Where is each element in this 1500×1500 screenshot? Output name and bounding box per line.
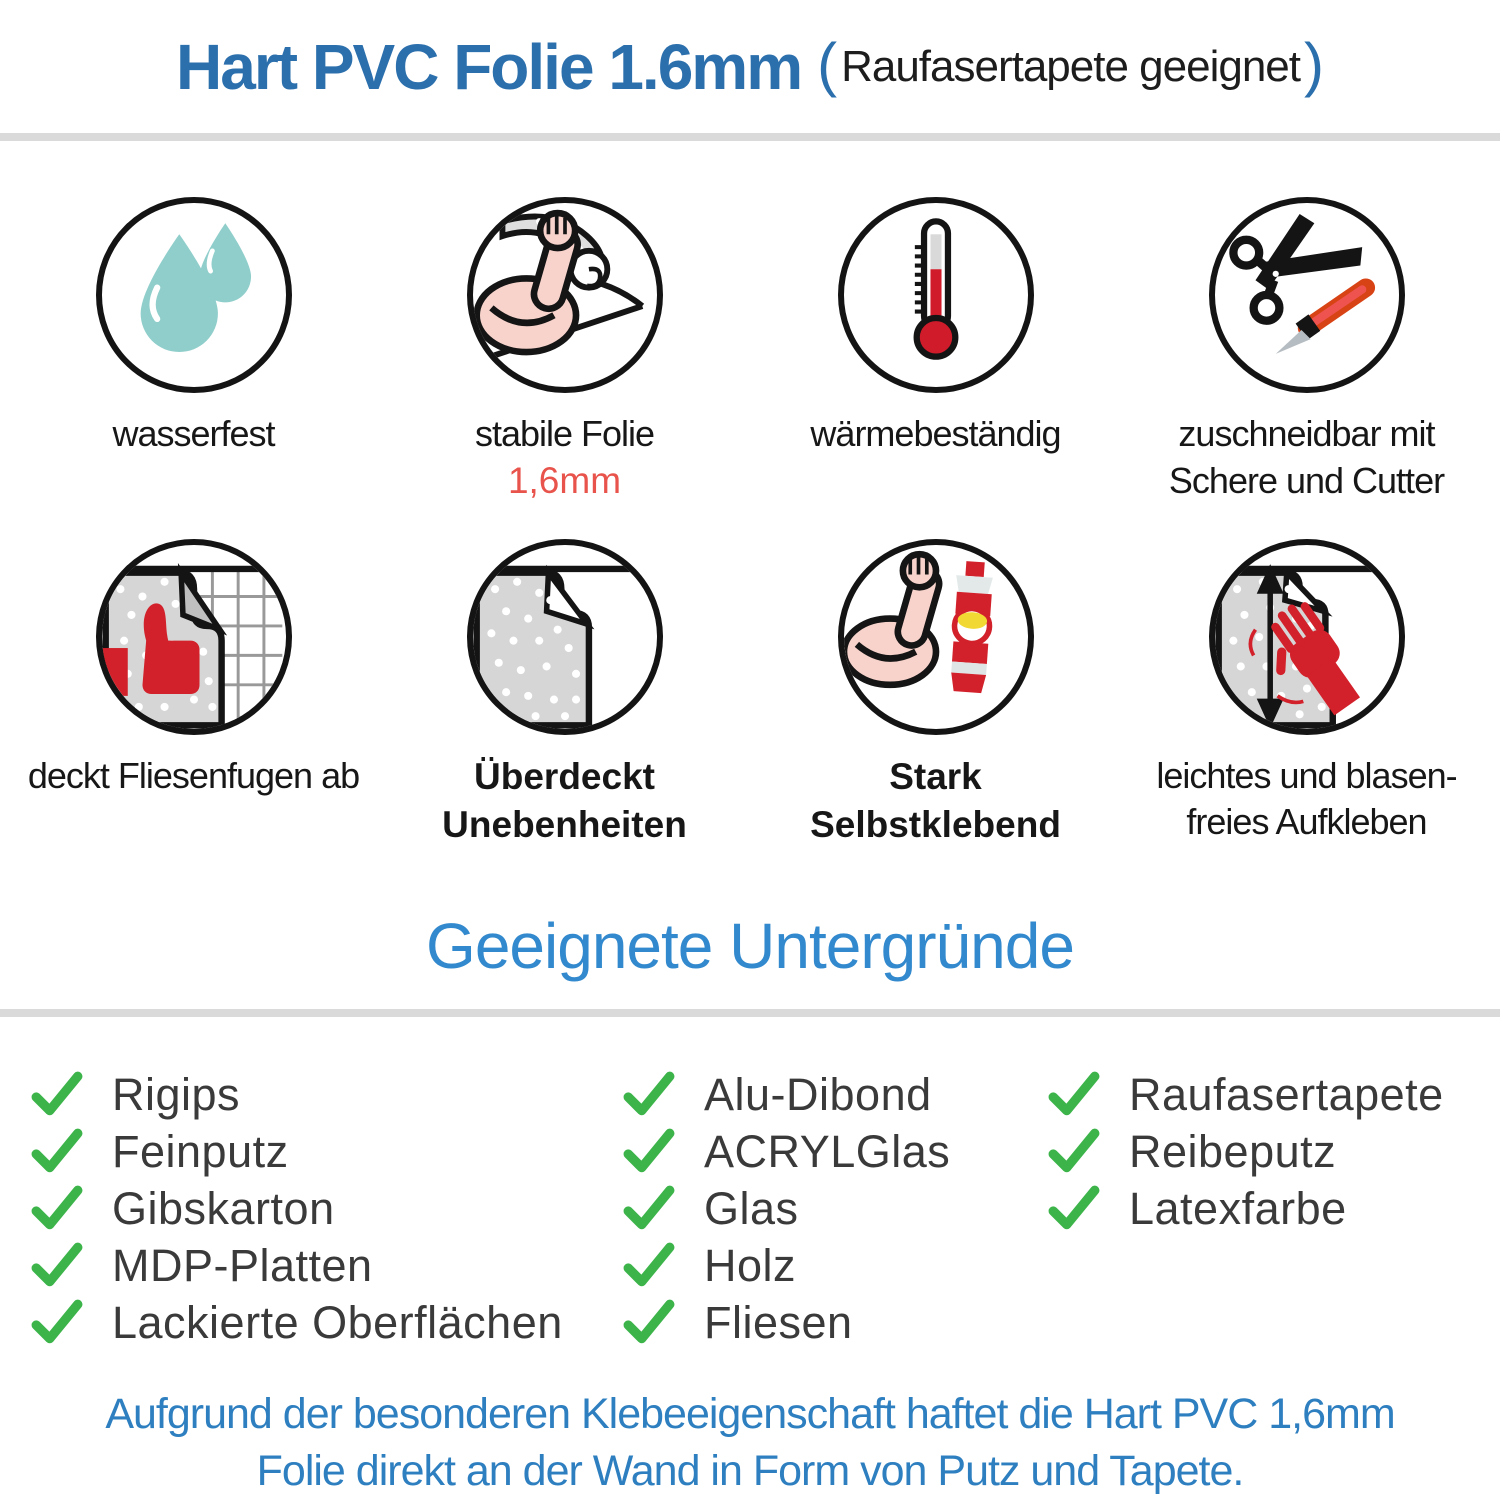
checkmark-icon bbox=[30, 1182, 84, 1236]
checkmark-icon bbox=[1047, 1068, 1101, 1122]
thumb-up-tiles-icon bbox=[96, 539, 292, 735]
feature-grid bbox=[0, 197, 1500, 849]
checkmark-icon bbox=[622, 1125, 676, 1179]
section-title: Geeignete Untergründe bbox=[426, 909, 1074, 982]
substrate-label: Lackierte Oberflächen bbox=[112, 1297, 563, 1349]
checkmark-icon bbox=[1047, 1125, 1101, 1179]
checkmark-icon bbox=[30, 1125, 84, 1179]
checkmark-icon bbox=[30, 1068, 84, 1122]
substrate-label: MDP-Platten bbox=[112, 1240, 373, 1292]
feature-stark-selbstklebend bbox=[750, 539, 1121, 849]
feature-label: zuschneidbar mit Schere und Cutter bbox=[1168, 413, 1445, 501]
checkmark-icon bbox=[622, 1182, 676, 1236]
feature-leichtes-aufkleben bbox=[1121, 539, 1492, 849]
list-item bbox=[30, 1067, 622, 1124]
substrate-column-2 bbox=[622, 1067, 1047, 1352]
feature-waermebestaendig bbox=[750, 197, 1121, 505]
footer-note bbox=[0, 1386, 1500, 1500]
footer-line-2: Folie direkt an der Wand in Form von Putz und Tapete. bbox=[256, 1446, 1244, 1495]
header bbox=[0, 0, 1500, 133]
checkmark-icon bbox=[30, 1239, 84, 1293]
list-item bbox=[1047, 1067, 1500, 1124]
list-item bbox=[30, 1238, 622, 1295]
substrate-label: Holz bbox=[704, 1240, 797, 1292]
feature-label: deckt Fliesenfugen ab bbox=[27, 754, 360, 796]
feature-stabile-folie bbox=[379, 197, 750, 505]
section-divider bbox=[0, 1009, 1500, 1017]
feature-ueberdeckt-unebenheiten bbox=[379, 539, 750, 849]
list-item bbox=[30, 1295, 622, 1352]
substrate-column-3 bbox=[1047, 1067, 1500, 1352]
title-subtitle: Raufasertapete geeignet bbox=[841, 41, 1300, 91]
footer-line-1: Aufgrund der besonderen Klebeeigenschaft haftet die Hart PVC 1,6mm bbox=[105, 1389, 1395, 1438]
checkmark-icon bbox=[1047, 1182, 1101, 1236]
substrate-label: ACRYLGlas bbox=[704, 1126, 951, 1178]
substrate-label: Gibskarton bbox=[112, 1183, 335, 1235]
title-paren-open: ( bbox=[817, 30, 838, 98]
substrate-label: Latexfarbe bbox=[1129, 1183, 1347, 1235]
substrate-label: Alu-Dibond bbox=[704, 1069, 932, 1121]
list-item bbox=[622, 1124, 1047, 1181]
title-paren-close: ) bbox=[1304, 30, 1324, 98]
feature-label: wärmebeständig bbox=[810, 413, 1061, 454]
page-title: Hart PVC Folie 1.6mm bbox=[176, 30, 802, 103]
substrate-column-1 bbox=[30, 1067, 622, 1352]
checkmark-icon bbox=[30, 1296, 84, 1350]
substrate-label: Reibeputz bbox=[1129, 1126, 1337, 1178]
feature-label: leichtes und blasen- freies Aufkleben bbox=[1156, 754, 1457, 843]
scissors-cutter-icon bbox=[1209, 197, 1405, 393]
substrate-label: Raufasertapete bbox=[1129, 1069, 1444, 1121]
checkmark-icon bbox=[622, 1239, 676, 1293]
muscle-glue-tube-icon bbox=[838, 539, 1034, 735]
feature-label: wasserfest bbox=[112, 413, 275, 454]
hand-smoothing-icon bbox=[1209, 539, 1405, 735]
substrate-label: Rigips bbox=[112, 1069, 241, 1121]
feature-label: stabile Folie bbox=[474, 413, 655, 454]
feature-label: Stark Selbstklebend bbox=[810, 755, 1061, 845]
list-item bbox=[30, 1124, 622, 1181]
list-item bbox=[622, 1067, 1047, 1124]
list-item bbox=[622, 1295, 1047, 1352]
substrate-label: Feinputz bbox=[112, 1126, 289, 1178]
list-item bbox=[1047, 1124, 1500, 1181]
list-item bbox=[30, 1181, 622, 1238]
feature-deckt-fliesenfugen bbox=[8, 539, 379, 849]
substrate-columns bbox=[0, 1067, 1500, 1352]
list-item bbox=[622, 1181, 1047, 1238]
list-item bbox=[622, 1238, 1047, 1295]
checkmark-icon bbox=[622, 1068, 676, 1122]
substrate-label: Fliesen bbox=[704, 1297, 853, 1349]
list-item bbox=[1047, 1181, 1500, 1238]
muscle-arm-foil-icon bbox=[467, 197, 663, 393]
checkmark-icon bbox=[622, 1296, 676, 1350]
foil-fold-icon bbox=[467, 539, 663, 735]
feature-label: Überdeckt Unebenheiten bbox=[442, 755, 687, 845]
thermometer-icon bbox=[838, 197, 1034, 393]
top-divider bbox=[0, 133, 1500, 141]
substrate-label: Glas bbox=[704, 1183, 799, 1235]
water-drops-icon bbox=[96, 197, 292, 393]
feature-zuschneidbar bbox=[1121, 197, 1492, 505]
feature-wasserfest bbox=[8, 197, 379, 505]
feature-sublabel-thickness: 1,6mm bbox=[507, 459, 622, 501]
